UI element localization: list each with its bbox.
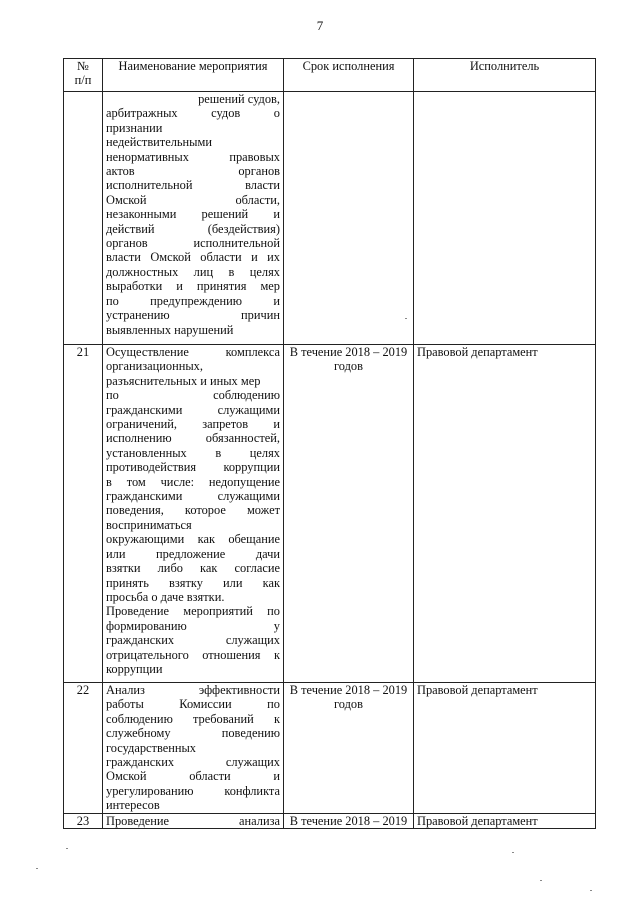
name-line: исполнительной власти bbox=[106, 178, 280, 193]
name-line: решений судов, bbox=[198, 92, 280, 106]
row-executor-cell bbox=[414, 92, 596, 345]
name-line: действий (бездействия) bbox=[106, 221, 280, 236]
name-line: выявленных нарушений bbox=[106, 322, 234, 337]
name-line: исполнению обязанностей, bbox=[106, 431, 280, 446]
name-line: коррупции bbox=[106, 661, 163, 676]
name-line: ненормативных правовых bbox=[106, 149, 280, 164]
row-executor-cell: Правовой департамент bbox=[414, 813, 596, 828]
deadline-line: В течение 2018 – 2019 bbox=[289, 345, 408, 359]
name-line: устранению причин bbox=[106, 308, 280, 323]
row-executor-cell: Правовой департамент bbox=[414, 345, 596, 683]
name-line: выработки и принятия мер bbox=[106, 279, 280, 294]
row-name-cell bbox=[103, 92, 284, 345]
row-name-cell bbox=[103, 813, 284, 828]
row-deadline-cell bbox=[284, 813, 414, 828]
name-line: Проведение анализа bbox=[106, 813, 280, 828]
name-line: организационных, bbox=[106, 359, 203, 374]
header-name: Наименование мероприятия bbox=[103, 59, 284, 92]
header-number bbox=[64, 59, 103, 92]
name-line: восприниматься bbox=[106, 517, 192, 532]
header-number-abbr: п/п bbox=[74, 73, 92, 88]
name-line: служебному поведению bbox=[106, 726, 280, 741]
scan-speck bbox=[66, 848, 68, 849]
name-line: урегулированию конфликта bbox=[106, 783, 280, 798]
name-line: Омской области и bbox=[106, 769, 280, 784]
name-line: интересов bbox=[106, 798, 160, 813]
name-line: просьба о даче взятки. bbox=[106, 589, 225, 604]
name-line: соблюдению требований к bbox=[106, 711, 280, 726]
name-line: отрицательного отношения к bbox=[106, 647, 280, 662]
name-line: недействительными bbox=[106, 135, 212, 150]
name-line: по предупреждению и bbox=[106, 293, 280, 308]
scan-speck bbox=[512, 852, 514, 853]
name-line: принять взятку или как bbox=[106, 575, 280, 590]
row-executor-cell: Правовой департамент bbox=[414, 683, 596, 814]
name-line: незаконными решений и bbox=[106, 207, 280, 222]
name-line: власти Омской области и их bbox=[106, 250, 280, 265]
row-name-cell bbox=[103, 345, 284, 683]
row-name-cell bbox=[103, 683, 284, 814]
row-number-cell: 22 bbox=[64, 683, 103, 814]
name-line: разъяснительных и иных мер bbox=[106, 373, 261, 388]
row-number-cell: 23 bbox=[64, 813, 103, 828]
table-header bbox=[64, 59, 596, 92]
scan-speck bbox=[540, 880, 542, 881]
name-line: взятки либо как согласие bbox=[106, 561, 280, 576]
table-row bbox=[64, 813, 596, 828]
scan-speck bbox=[36, 868, 38, 869]
table-row bbox=[64, 345, 596, 683]
table-row-continuation bbox=[64, 92, 596, 345]
name-line: гражданских служащих bbox=[106, 633, 280, 648]
name-line: актов органов bbox=[106, 164, 280, 179]
scan-speck bbox=[405, 318, 407, 319]
header-deadline: Срок исполнения bbox=[284, 59, 414, 92]
name-line: в том числе: недопущение bbox=[106, 474, 280, 489]
header-number-symbol: № bbox=[77, 59, 89, 73]
name-line: Осуществление комплекса bbox=[106, 345, 280, 359]
name-line: гражданскими служащими bbox=[106, 402, 280, 417]
name-line: должностных лиц в целях bbox=[106, 264, 280, 279]
name-line: Проведение мероприятий по bbox=[106, 604, 280, 619]
name-line: ограничений, запретов и bbox=[106, 417, 280, 432]
name-line: по соблюдению bbox=[106, 388, 280, 403]
events-table bbox=[63, 58, 596, 829]
name-line: установленных в целях bbox=[106, 445, 280, 460]
name-line: Омской области, bbox=[106, 192, 280, 207]
name-line: государственных bbox=[106, 740, 197, 755]
row-deadline-cell bbox=[284, 683, 414, 814]
table-row bbox=[64, 683, 596, 814]
name-line: формированию у bbox=[106, 618, 280, 633]
deadline-line: В течение 2018 – 2019 bbox=[289, 813, 408, 828]
row-number-cell: 21 bbox=[64, 345, 103, 683]
name-line: гражданских служащих bbox=[106, 755, 280, 770]
name-line: окружающими как обещание bbox=[106, 532, 280, 547]
name-line: Анализ эффективности bbox=[106, 683, 280, 697]
name-line: работы Комиссии по bbox=[106, 697, 280, 712]
name-line: органов исполнительной bbox=[106, 236, 280, 251]
name-line: признании bbox=[106, 120, 163, 135]
row-deadline-cell bbox=[284, 345, 414, 683]
scan-speck bbox=[590, 890, 592, 891]
header-executor: Исполнитель bbox=[414, 59, 596, 92]
deadline-line: В течение 2018 – 2019 bbox=[289, 683, 408, 697]
name-line: поведения, которое может bbox=[106, 503, 280, 518]
name-line: арбитражных судов о bbox=[106, 106, 280, 121]
name-line: или предложение дачи bbox=[106, 546, 280, 561]
name-line: противодействия коррупции bbox=[106, 460, 280, 475]
row-deadline-cell bbox=[284, 92, 414, 345]
page-number: 7 bbox=[316, 18, 324, 33]
deadline-line: годов bbox=[334, 359, 363, 374]
deadline-line: годов bbox=[334, 697, 363, 712]
name-line: гражданскими служащими bbox=[106, 489, 280, 504]
row-number-cell bbox=[64, 92, 103, 345]
